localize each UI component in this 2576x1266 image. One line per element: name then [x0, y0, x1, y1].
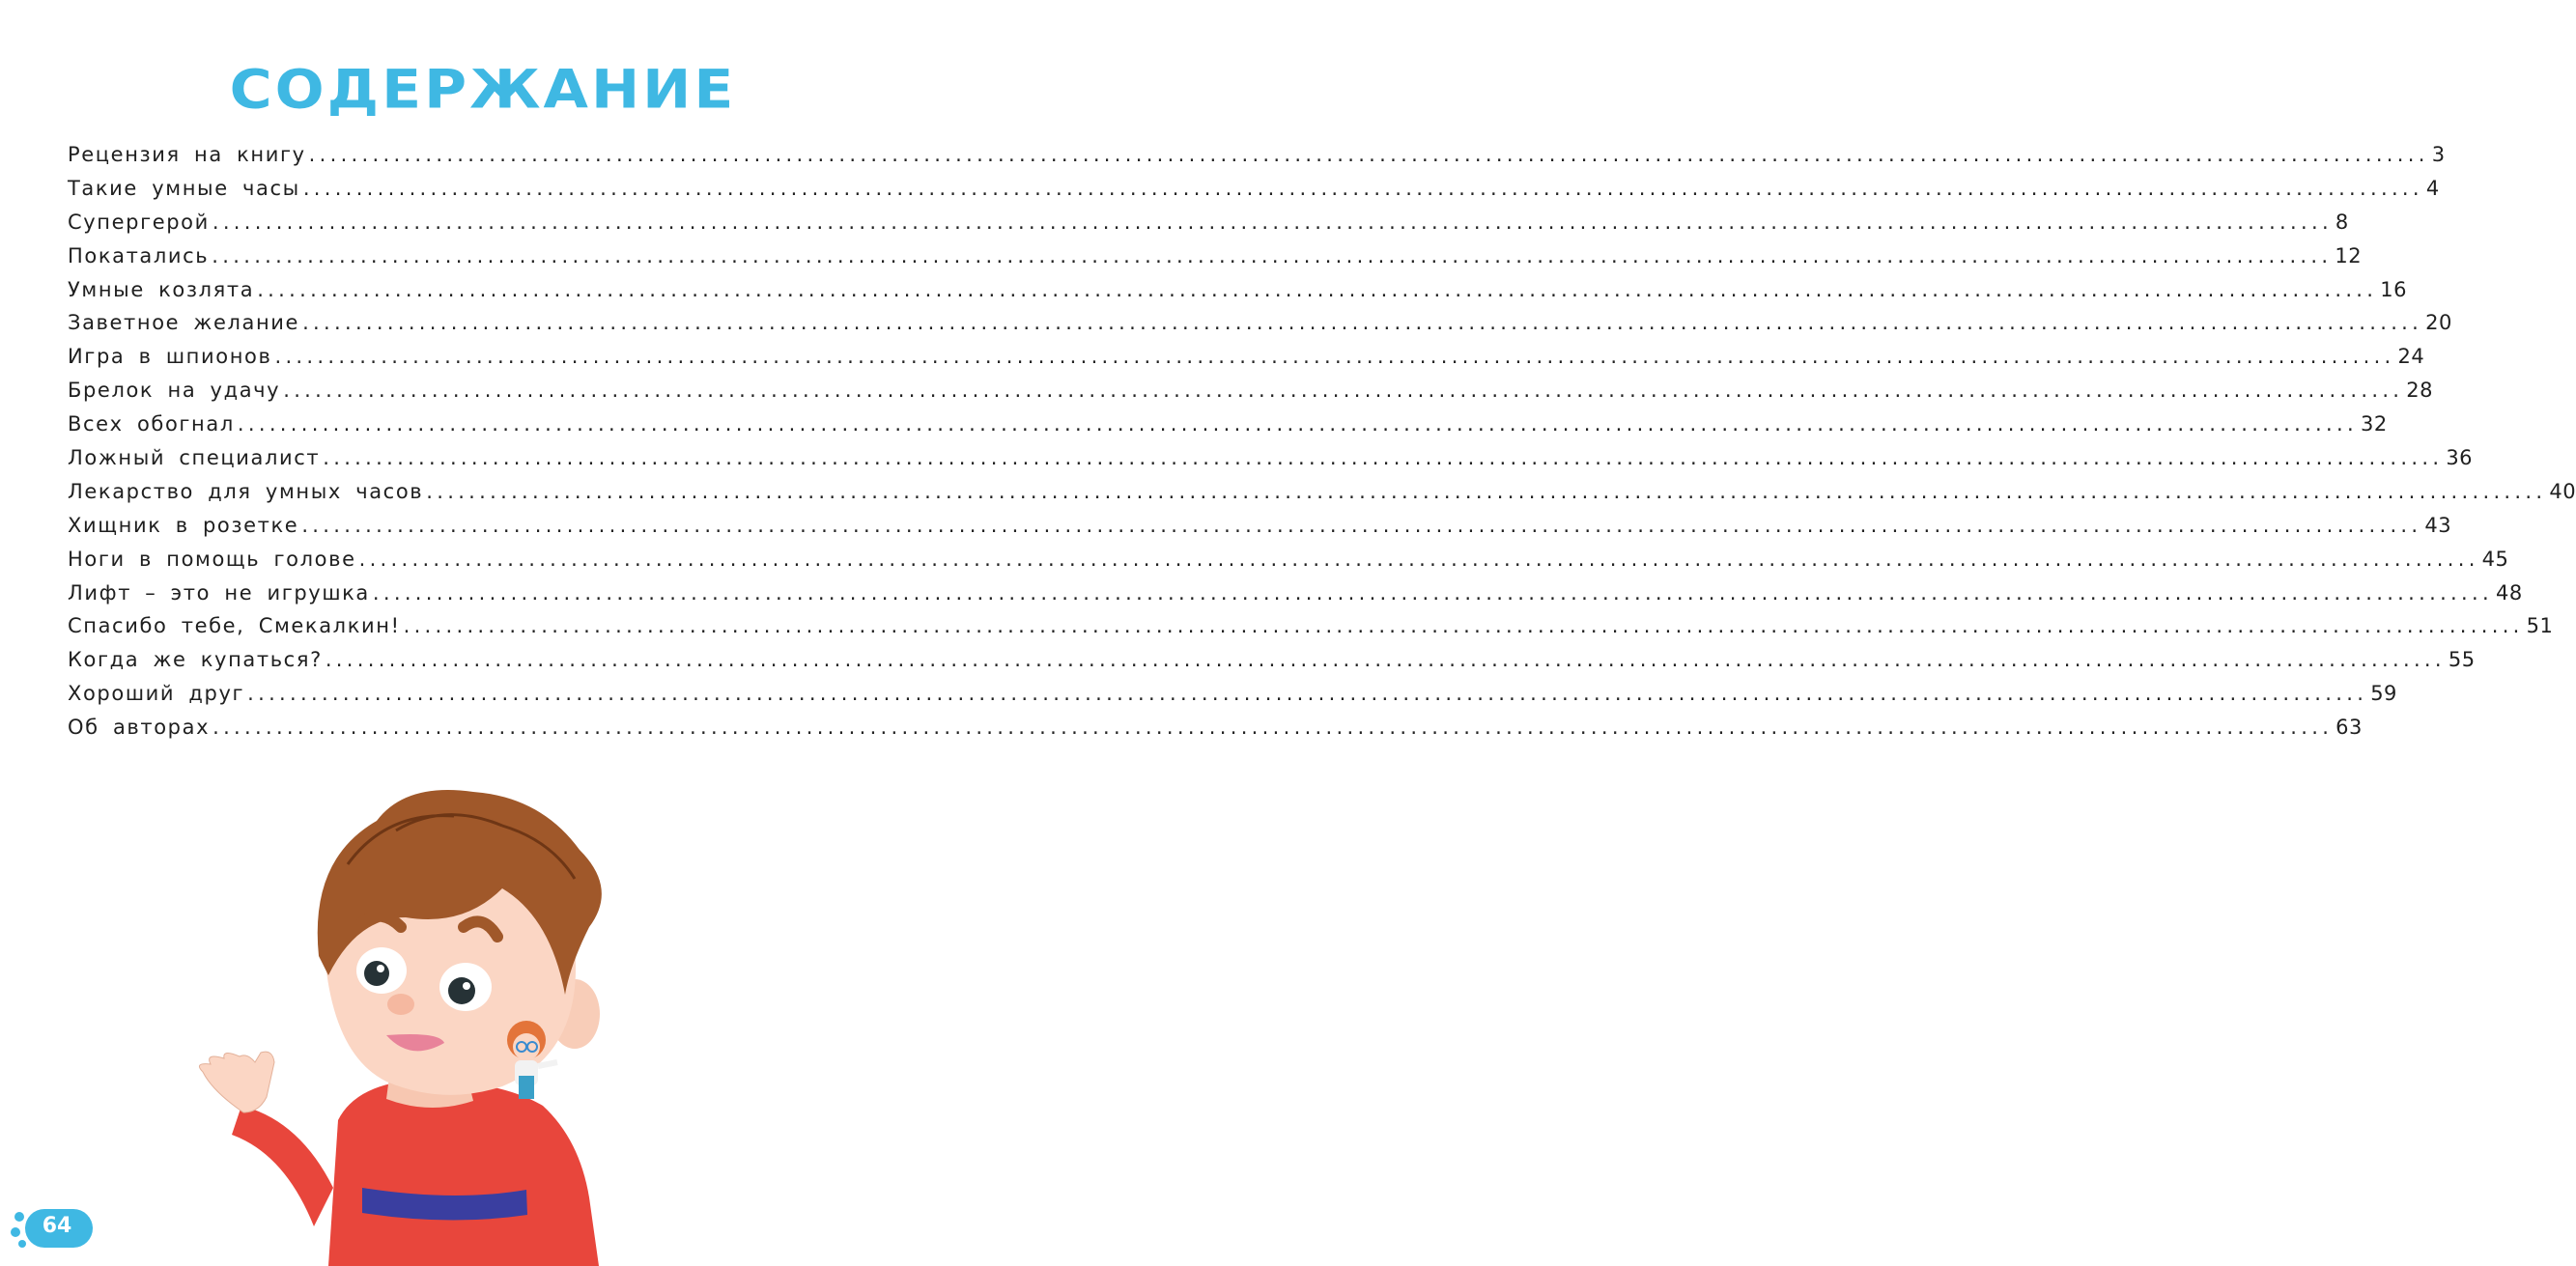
- toc-entry-page: 40: [2549, 479, 2576, 503]
- page-title: СОДЕРЖАНИЕ: [229, 58, 737, 122]
- toc-leader-dots: ........................................................................................................................................................................................................: [323, 446, 2444, 470]
- toc-entry-title: Супергерой: [68, 210, 210, 234]
- toc-entry-page: 36: [2446, 446, 2474, 470]
- toc-leader-dots: ........................................................................................................................................................................................................: [212, 210, 2333, 234]
- toc-entry: [68, 277, 2407, 312]
- toc-leader-dots: ........................................................................................................................................................................................................: [302, 311, 2423, 335]
- toc-entry: [68, 580, 2523, 615]
- toc-entry: [68, 547, 2509, 581]
- toc-leader-dots: ........................................................................................................................................................................................................: [325, 648, 2446, 672]
- toc-entry-title: Ноги в помощь голове: [68, 547, 356, 571]
- toc-entry: [68, 412, 2388, 446]
- toc-entry-title: Игра в шпионов: [68, 345, 272, 369]
- toc-entry-title: Лифт – это не игрушка: [68, 580, 370, 605]
- toc-entry-page: 8: [2335, 210, 2349, 234]
- toc-leader-dots: ........................................................................................................................................................................................................: [212, 716, 2334, 740]
- toc-entry-page: 48: [2495, 580, 2523, 605]
- toc-entry: [68, 446, 2474, 480]
- toc-entry-title: Хороший друг: [68, 682, 245, 706]
- toc-leader-dots: ........................................................................................................................................................................................................: [372, 580, 2493, 605]
- toc-entry-title: Спасибо тебе, Смекалкин!: [68, 614, 401, 638]
- toc-entry-page: 63: [2335, 716, 2363, 740]
- toc-entry-title: Об авторах: [68, 716, 211, 740]
- toc-entry-page: 3: [2431, 143, 2446, 166]
- toc-entry: [68, 243, 2363, 278]
- toc-leader-dots: ........................................................................................................................................................................................................: [283, 379, 2404, 403]
- toc-entry-page: 4: [2425, 176, 2440, 200]
- toc-entry-title: Рецензия на книгу: [68, 143, 306, 166]
- toc-entry: [68, 648, 2476, 682]
- toc-entry-page: 32: [2360, 412, 2388, 436]
- toc-entry-page: 28: [2406, 379, 2434, 403]
- toc-entry-title: Покатались: [68, 243, 210, 267]
- toc-entry-page: 24: [2397, 345, 2425, 369]
- toc-leader-dots: ........................................................................................................................................................................................................: [403, 614, 2524, 638]
- toc-entry-page: 45: [2481, 547, 2509, 571]
- toc-leader-dots: ........................................................................................................................................................................................................: [302, 176, 2423, 200]
- toc-leader-dots: ........................................................................................................................................................................................................: [247, 682, 2368, 706]
- toc-entry-title: Всех обогнал: [68, 412, 235, 436]
- toc-entry-title: Лекарство для умных часов: [68, 479, 424, 503]
- toc-entry-title: Когда же купаться?: [68, 648, 323, 672]
- toc-leader-dots: ........................................................................................................................................................................................................: [257, 277, 2378, 301]
- toc-entry: [68, 614, 2554, 648]
- toc-leader-dots: ........................................................................................................................................................................................................: [358, 547, 2479, 571]
- toc-entry-title: Брелок на удачу: [68, 379, 281, 403]
- toc-entry: [68, 311, 2452, 345]
- page-number: 64: [42, 1214, 72, 1238]
- toc-entry: [68, 682, 2397, 716]
- toc-entry-title: Ложный специалист: [68, 446, 321, 470]
- toc-leader-dots: ........................................................................................................................................................................................................: [274, 345, 2395, 369]
- toc-entry: [68, 345, 2425, 379]
- toc-leader-dots: ........................................................................................................................................................................................................: [308, 143, 2429, 166]
- toc-entry: [68, 479, 2576, 514]
- toc-leader-dots: ........................................................................................................................................................................................................: [426, 479, 2547, 503]
- toc-entry-page: 51: [2526, 614, 2554, 638]
- toc-entry-page: 43: [2424, 513, 2452, 537]
- toc-entry: [68, 379, 2434, 412]
- toc-entry-page: 12: [2335, 243, 2363, 267]
- table-of-contents: [68, 143, 2576, 749]
- toc-leader-dots: ........................................................................................................................................................................................................: [301, 513, 2422, 537]
- boy-illustration: [184, 773, 628, 1266]
- toc-entry: [68, 176, 2440, 211]
- toc-entry-title: Такие умные часы: [68, 176, 300, 200]
- toc-entry-title: Заветное желание: [68, 311, 300, 335]
- toc-entry-page: 59: [2370, 682, 2397, 706]
- toc-entry-page: 20: [2425, 311, 2452, 335]
- toc-leader-dots: ........................................................................................................................................................................................................: [212, 243, 2333, 267]
- toc-entry: [68, 716, 2363, 749]
- toc-entry: [68, 513, 2452, 548]
- toc-entry: [68, 210, 2349, 244]
- toc-entry-page: 55: [2448, 648, 2476, 672]
- toc-entry-page: 16: [2380, 277, 2407, 301]
- toc-entry: [68, 143, 2446, 177]
- toc-entry-title: Умные козлята: [68, 277, 255, 301]
- toc-entry-title: Хищник в розетке: [68, 513, 299, 537]
- toc-leader-dots: ........................................................................................................................................................................................................: [237, 412, 2358, 436]
